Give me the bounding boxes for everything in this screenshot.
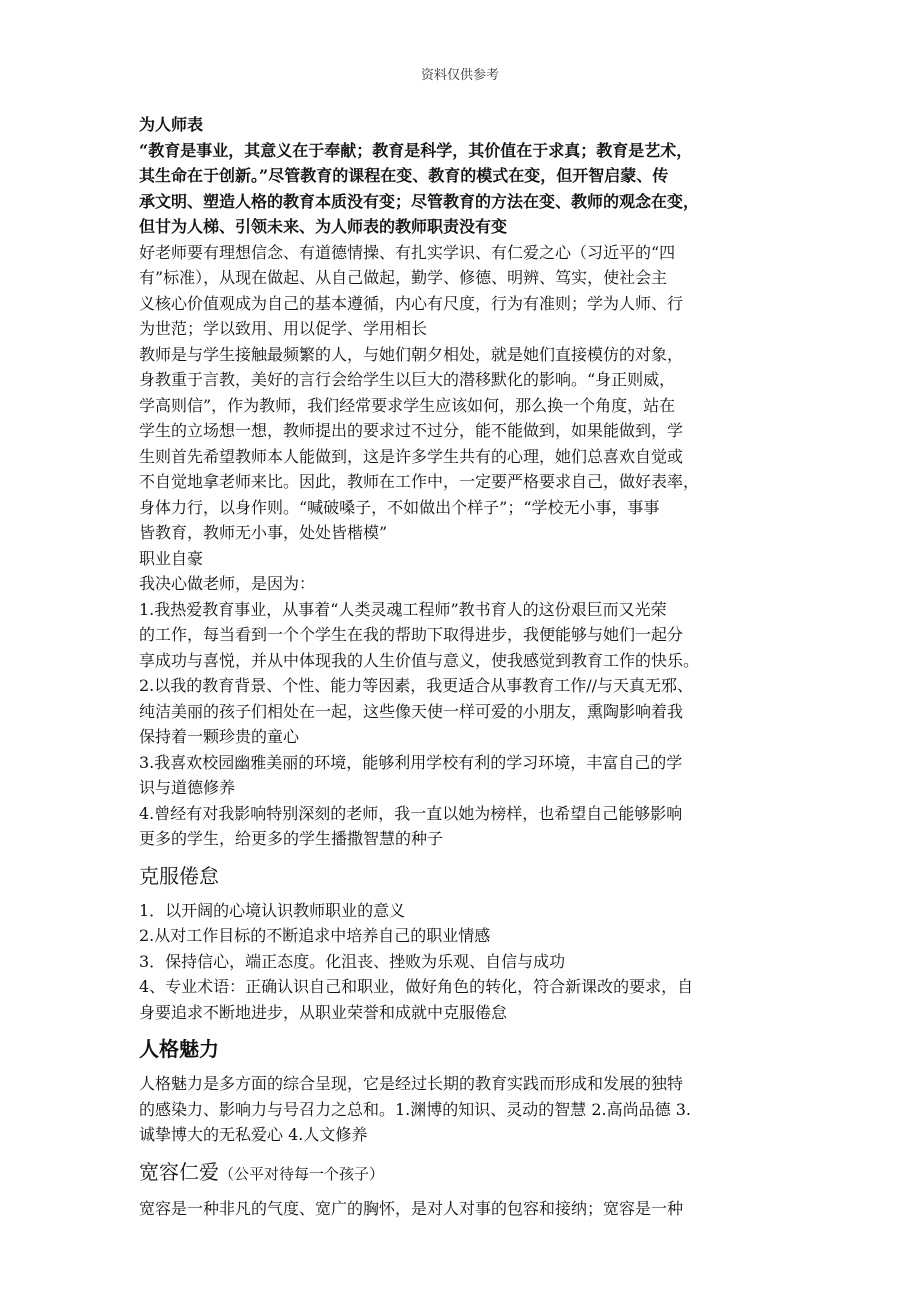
list-item-burnout-4: 4、专业术语：正确认识自己和职业，做好角色的转化，符合新课改的要求，自 身要追求不断地进步，从职业荣誉和成就中克服倦怠	[139, 977, 694, 1022]
paragraph-good-teacher: 好老师要有理想信念、有道德情操、有扎实学识、有仁爱之心（习近平的“四 有”标准），从现在做起、从自己做起，勤学、修德、明辨、笃实，使社会主 义核心价值观成为自己的基本遵循，内心有尺度，行为有准则；学为人师、行 为世范；学以致用、用以促学、学用相长	[139, 242, 684, 338]
section-title-career-pride: 职业自豪	[139, 548, 204, 568]
list-item-burnout-2: 2.从对工作目标的不断追求中培养自己的职业情感	[139, 926, 491, 945]
paragraph-tolerance: 宽容是一种非凡的气度、宽广的胸怀，是对人对事的包容和接纳；宽容是一种	[139, 1198, 684, 1218]
paragraph-teacher-example: 教师是与学生接触最频繁的人，与她们朝夕相处，就是她们直接模仿的对象， 身教重于言教，美好的言行会给学生以巨大的潜移默化的影响。“身正则威， 学高则信”，作为教师，我们经常要求学生应该如何，那么换一个角度，站在 学生的立场想一想，教师提出的要求过不过分，能不能做到，如果能做到，学 生则首先希望教师本人能做到，这是许多学生共有的心理，她们总喜欢自觉或 不自觉地拿老师来比。因此，教师在工作中，一定要严格要求自己，做好表率， 身体力行，以身作则。“喊破嗓子，不如做出个样子”；“学校无小事，事事 皆教育，教师无小事，处处皆楷模”	[139, 344, 700, 542]
paragraph-education-quote: “教育是事业，其意义在于奉献；教育是科学，其价值在于求真；教育是艺术， 其生命在于创新。”尽管教育的课程在变、教育的模式在变，但开智启蒙、传 承文明、塑造人格的教育本质没有变；尽管教育的方法在变、教师的观念在变， 但甘为人梯、引领未来、为人师表的教师职责没有变	[139, 140, 700, 236]
heading-tolerance	[139, 1158, 799, 1188]
paragraph-reason-intro: 我决心做老师，是因为：	[139, 574, 316, 593]
document-body	[139, 112, 799, 1221]
heading-tolerance-subtitle: （公平对待每一个孩子）	[219, 1164, 385, 1183]
section-title-weirenshibiao: 为人师表	[139, 115, 204, 134]
page-header: 资料仅供参考	[420, 68, 499, 83]
list-item-reason-2: 2.以我的教育背景、个性、能力等因素，我更适合从事教育工作//与天真无邪、 纯洁美丽的孩子们相处在一起，这些像天使一样可爱的小朋友，熏陶影响着我 保持着一颗珍贵的童心	[139, 676, 694, 746]
heading-overcome-burnout: 克服倦怠	[139, 863, 219, 888]
list-item-reason-3: 3.我喜欢校园幽雅美丽的环境，能够利用学校有利的学习环境，丰富自己的学 识与道德修养	[139, 752, 683, 797]
list-item-burnout-1: 1．以开阔的心境认识教师职业的意义	[139, 900, 406, 920]
list-item-burnout-3: 3．保持信心，端正态度。化沮丧、挫败为乐观、自信与成功	[139, 951, 566, 971]
list-item-reason-4: 4.曾经有对我影响特别深刻的老师，我一直以她为榜样，也希望自己能够影响 更多的学生，给更多的学生播撒智慧的种子	[139, 803, 683, 848]
heading-personality-charm: 人格魅力	[139, 1037, 219, 1061]
paragraph-personality-charm: 人格魅力是多方面的综合呈现，它是经过长期的教育实践而形成和发展的独特 的感染力、影响力与号召力之总和。1.渊博的知识、灵动的智慧 2.高尚品德 3. 诚挚博大的无私爱心 4.人文修养	[139, 1074, 691, 1144]
heading-tolerance-text: 宽容仁爱	[139, 1159, 219, 1184]
list-item-reason-1: 1.我热爱教育事业，从事着“人类灵魂工程师”教书育人的这份艰巨而又光荣 的工作，每当看到一个个学生在我的帮助下取得进步，我便能够与她们一起分 享成功与喜悦，并从中体现我的人生价值与意义，使我感觉到教育工作的快乐。	[139, 599, 700, 670]
